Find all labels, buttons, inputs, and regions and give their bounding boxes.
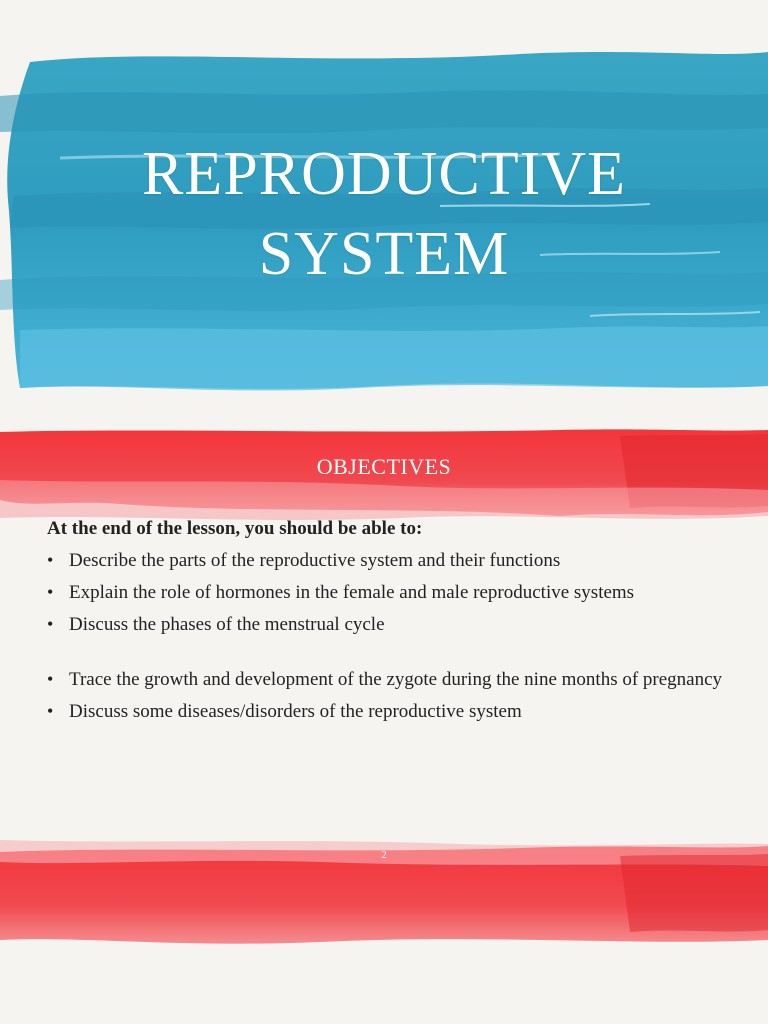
objective-item: • Discuss some diseases/disorders of the reproductive system xyxy=(47,699,737,724)
objective-item: • Discuss the phases of the menstrual cycle xyxy=(47,612,737,637)
title-slide xyxy=(0,0,768,420)
slide-title xyxy=(0,134,768,294)
objectives-list xyxy=(47,548,737,724)
title-line-1: REPRODUCTIVE xyxy=(142,140,626,208)
objective-item: • Describe the parts of the reproductive system and their functions xyxy=(47,548,737,573)
objectives-heading: OBJECTIVES xyxy=(316,454,452,479)
objectives-lead: At the end of the lesson, you should be able to: xyxy=(47,518,423,539)
objective-item: • Trace the growth and development of the zygote during the nine months of pregnancy xyxy=(47,667,737,692)
title-line-2: SYSTEM xyxy=(258,220,510,288)
page-number: 2 xyxy=(381,850,387,861)
objective-item: • Explain the role of hormones in the female and male reproductive systems xyxy=(47,580,737,605)
objectives-slide xyxy=(0,420,768,1024)
objectives-content xyxy=(47,516,737,731)
